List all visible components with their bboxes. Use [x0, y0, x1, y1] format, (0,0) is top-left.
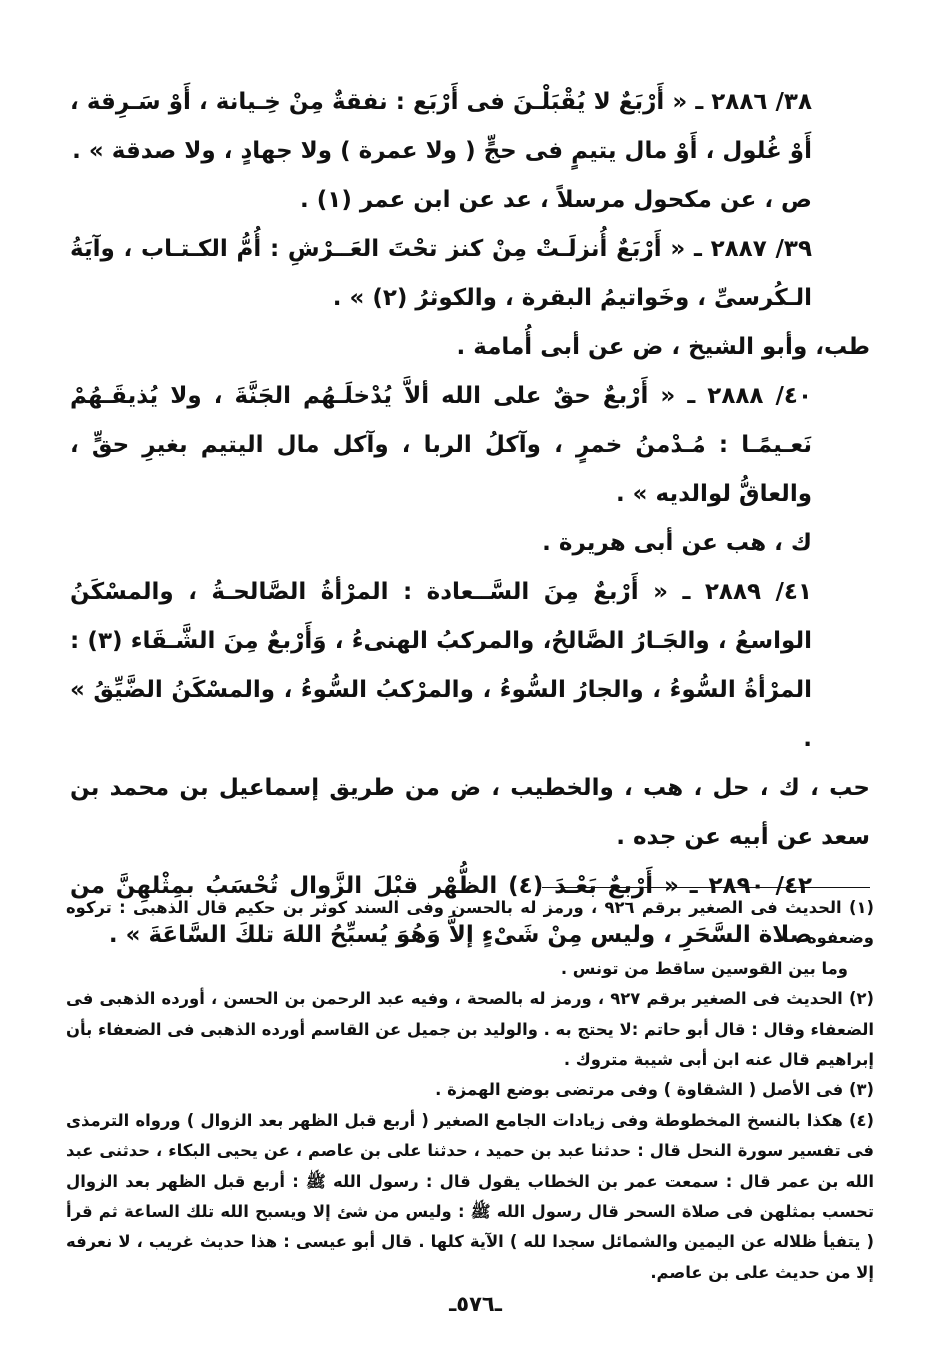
footnote-marker: (٢)	[848, 989, 874, 1009]
page-number: ـ٥٧٦ـ	[449, 1292, 502, 1316]
hadith-text: « أَرْبَعٌ أُنزلَـتْ مِنْ كنز تحْتَ العَــرْشِ : أُمُّ الكـتـاب ، وآيَةُ الـكُرسىِّ ، وخَواتيمُ البقرة ، والكوثرُ (٢) » .	[70, 236, 812, 311]
hadith-text: « أَرْبعٌ مِنَ السَّــعادة : المرْأةُ الصَّالحـةُ ، والمسْكَنُ الواسعُ ، والجَـارُ الصَّالحُ، والمركبُ الهنىءُ ، وَأَرْبعٌ مِنَ الشَّـقَاء (٣) : المرْأةُ السُّوءُ ، والجارُ السُّوءُ ، والمرْكبُ السُّوءُ ، والمسْكَنُ الضَّيِّقُ » .	[70, 579, 812, 752]
hadith-source: حب ، ك ، حل ، هب ، والخطيب ، ض من طريق إسماعيل بن محمد بن سعد عن أبيه عن جده .	[70, 775, 870, 850]
hadith-number: ٣٩/ ٢٨٨٧ ـ	[693, 236, 812, 262]
hadith-section	[70, 78, 870, 960]
hadith-source: ك ، هب عن أبى هريرة .	[542, 530, 812, 556]
hadith-number: ٣٨/ ٢٨٨٦ ـ	[695, 89, 812, 115]
footnote-text: الحديث فى الصغير برقم ٩٢٧ ، ورمز له بالصحة ، وفيه عبد الرحمن بن الحسن ، أورده الذهبى فى الضعفاء وقال : قال أبو حاتم :لا يحتج به . والوليد بن جميل عن القاسم أورده الذهبى فى الضعفاء بأن إبراهيم قال عنه ابن أبى شيبة متروك .	[65, 989, 874, 1070]
footnote-marker: (٤)	[848, 1110, 874, 1130]
footnote-marker: (٣)	[848, 1080, 874, 1100]
hadith-source: طب، وأبو الشيخ ، ض عن أبى أُمامة .	[456, 334, 870, 360]
footnote-3	[66, 1075, 874, 1105]
footnote-text: الحديث فى الصغير برقم ٩٢٦ ، ورمز له بالحسن وفى السند كوثر بن حكيم قال الذهبى : تركوه وضعفوه .	[66, 898, 874, 948]
hadith-40	[70, 372, 870, 519]
footnote-1-continuation: وما بين القوسين ساقط من تونس .	[560, 958, 848, 978]
hadith-number: ٤٢/ ٢٨٩٠ ـ	[689, 873, 813, 899]
footnotes	[66, 893, 874, 1288]
footnote-1	[66, 893, 874, 954]
footnote-marker: (١)	[848, 898, 874, 917]
hadith-number: ٤١/ ٢٨٨٩ ـ	[682, 579, 812, 605]
footnote-separator	[542, 887, 870, 888]
footnote-text: فى الأصل ( الشقاوة ) وفى مرتضى بوضع الهمزة .	[435, 1080, 844, 1100]
hadith-text: « أَرْبعٌ بَعْـدَ (٤) الظُّهْر قبْلَ الزَّوال تُحْسَبُ بمِثْلهِنَّ من صلاة السَّحَرِ ، وليس مِنْ شَىْءٍ إلاَّ وَهُوَ يُسبِّحُ اللهَ تلكَ السَّاعَةَ » .	[70, 873, 812, 948]
hadith-text: « أَرْبعٌ حقٌ على الله ألاَّ يُدْخلَـهُم الجَنَّةَ ، ولا يُذيقَـهُمْ نَعـيمًـا : مُـدْمنُ خمرٍ ، وآكلُ الربا ، وآكل مال اليتيم بغيرِ حقٍّ ، والعاقُّ لوالديه » .	[70, 383, 812, 507]
footnote-4	[66, 1106, 874, 1288]
footnote-text: هكذا بالنسخ المخطوطة وفى زيادات الجامع الصغير ( أربع قبل الظهر بعد الزوال ) ورواه الترمذى فى تفسير سورة النحل قال : حدثنا عبد بن حميد ، حدثنا على بن عاصم ، عن يحيى البكاء ، حدثنى عبد الله بن عمر قال : سمعت عمر بن الخطاب يقول قال : رسول الله ﷺ : أربع قبل الظهر بعد الزوال تحسب بمثلهن فى صلاة السحر قال رسول الله ﷺ : وليس من شئ إلا ويسبح الله تلك الساعة ثم قرأ ( يتفيأ ظلاله عن اليمين والشمائل سجدا لله ) الآية كلها . قال أبو عيسى : هذا حديث غريب ، لا نعرفه إلا من حديث على بن عاصم.	[66, 1110, 874, 1282]
hadith-38	[70, 78, 870, 176]
hadith-source: ص ، عن مكحول مرسلاً ، عد عن ابن عمر (١) .	[300, 187, 812, 213]
hadith-41	[70, 568, 870, 764]
hadith-39	[70, 225, 870, 323]
footnote-2	[66, 984, 874, 1075]
hadith-number: ٤٠/ ٢٨٨٨ ـ	[687, 383, 812, 409]
hadith-text: « أَرْبَعٌ لا يُقْبَلْـنَ فى أَرْبَع : نفقةٌ مِنْ خِـيانة ، أَوْ سَـرِقة ، أَوْ غُلول ، أَوْ مال يتيمٍ فى حجٍّ ( ولا عمرة ) ولا جهادٍ ، ولا صدقة » .	[70, 89, 812, 164]
